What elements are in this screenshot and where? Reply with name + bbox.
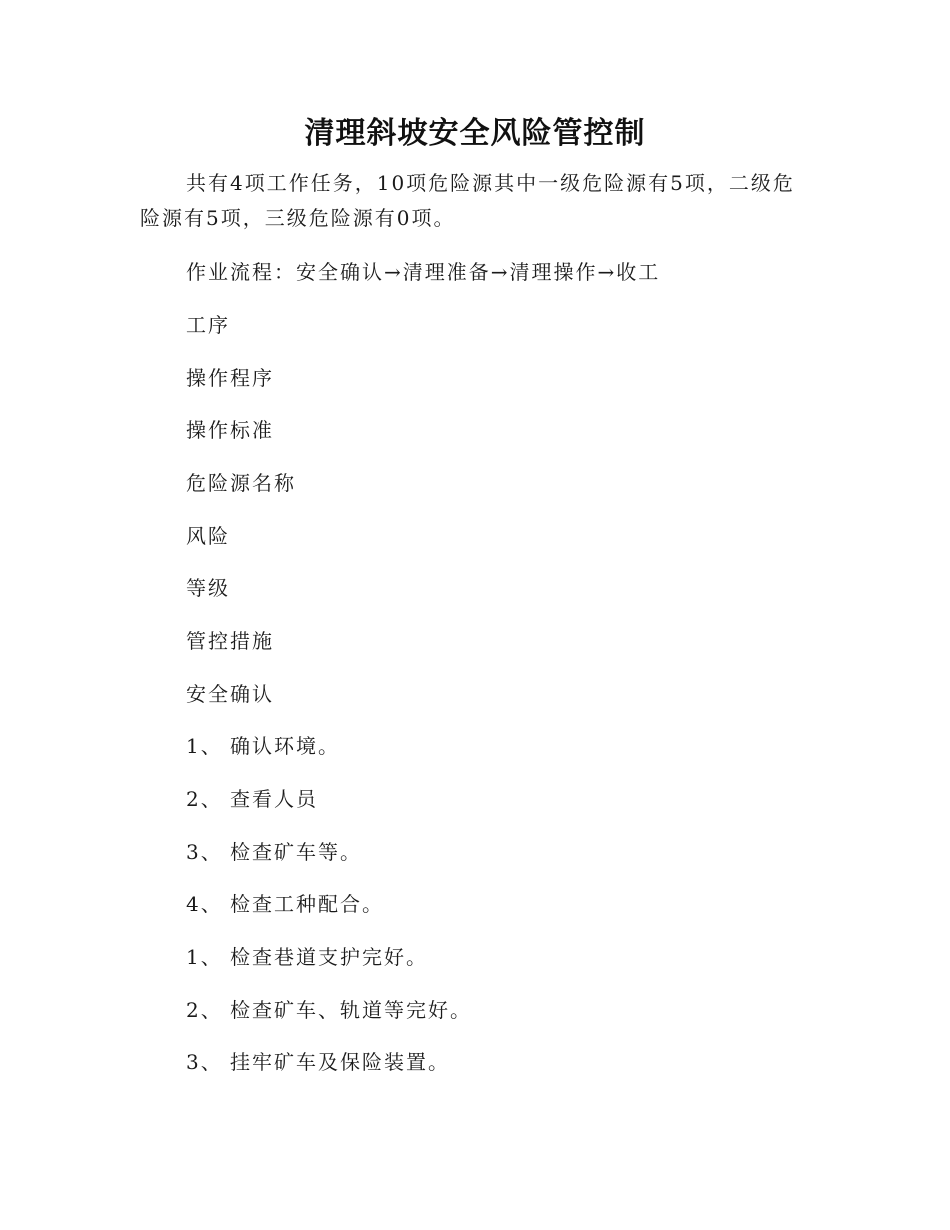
- item-text: 检查矿车、轨道等完好。: [230, 998, 472, 1022]
- item-number: 2、: [186, 787, 223, 811]
- item-text: 查看人员: [230, 787, 318, 811]
- header-level: 等级: [186, 576, 230, 600]
- header-process: 工序: [186, 313, 230, 337]
- item-text: 挂牢矿车及保险装置。: [230, 1050, 450, 1074]
- header-hazard-name: 危险源名称: [186, 471, 296, 495]
- standard-item: [186, 1048, 450, 1076]
- standard-item: [186, 996, 472, 1024]
- item-number: 4、: [186, 892, 223, 916]
- item-number: 3、: [186, 1050, 223, 1074]
- section-title: 安全确认: [186, 682, 274, 706]
- procedure-item: [186, 785, 318, 813]
- procedure-item: [186, 838, 362, 866]
- standard-item: [186, 943, 428, 971]
- procedure-item: [186, 732, 340, 760]
- header-measures: 管控措施: [186, 629, 274, 653]
- item-text: 检查矿车等。: [230, 840, 362, 864]
- item-number: 1、: [186, 945, 223, 969]
- item-text: 检查工种配合。: [230, 892, 384, 916]
- item-text: 检查巷道支护完好。: [230, 945, 428, 969]
- procedure-item: [186, 890, 384, 918]
- workflow-line: 作业流程：安全确认→清理准备→清理操作→收工: [186, 260, 661, 284]
- header-risk: 风险: [186, 524, 230, 548]
- header-standard: 操作标准: [186, 418, 274, 442]
- document-title: 清理斜坡安全风险管控制: [304, 116, 646, 151]
- item-number: 1、: [186, 734, 223, 758]
- item-text: 确认环境。: [230, 734, 340, 758]
- header-procedure: 操作程序: [186, 366, 274, 390]
- item-number: 3、: [186, 840, 223, 864]
- item-number: 2、: [186, 998, 223, 1022]
- intro-paragraph: 共有4项工作任务，10项危险源其中一级危险源有5项，二级危险源有5项，三级危险源有0项。: [140, 171, 795, 230]
